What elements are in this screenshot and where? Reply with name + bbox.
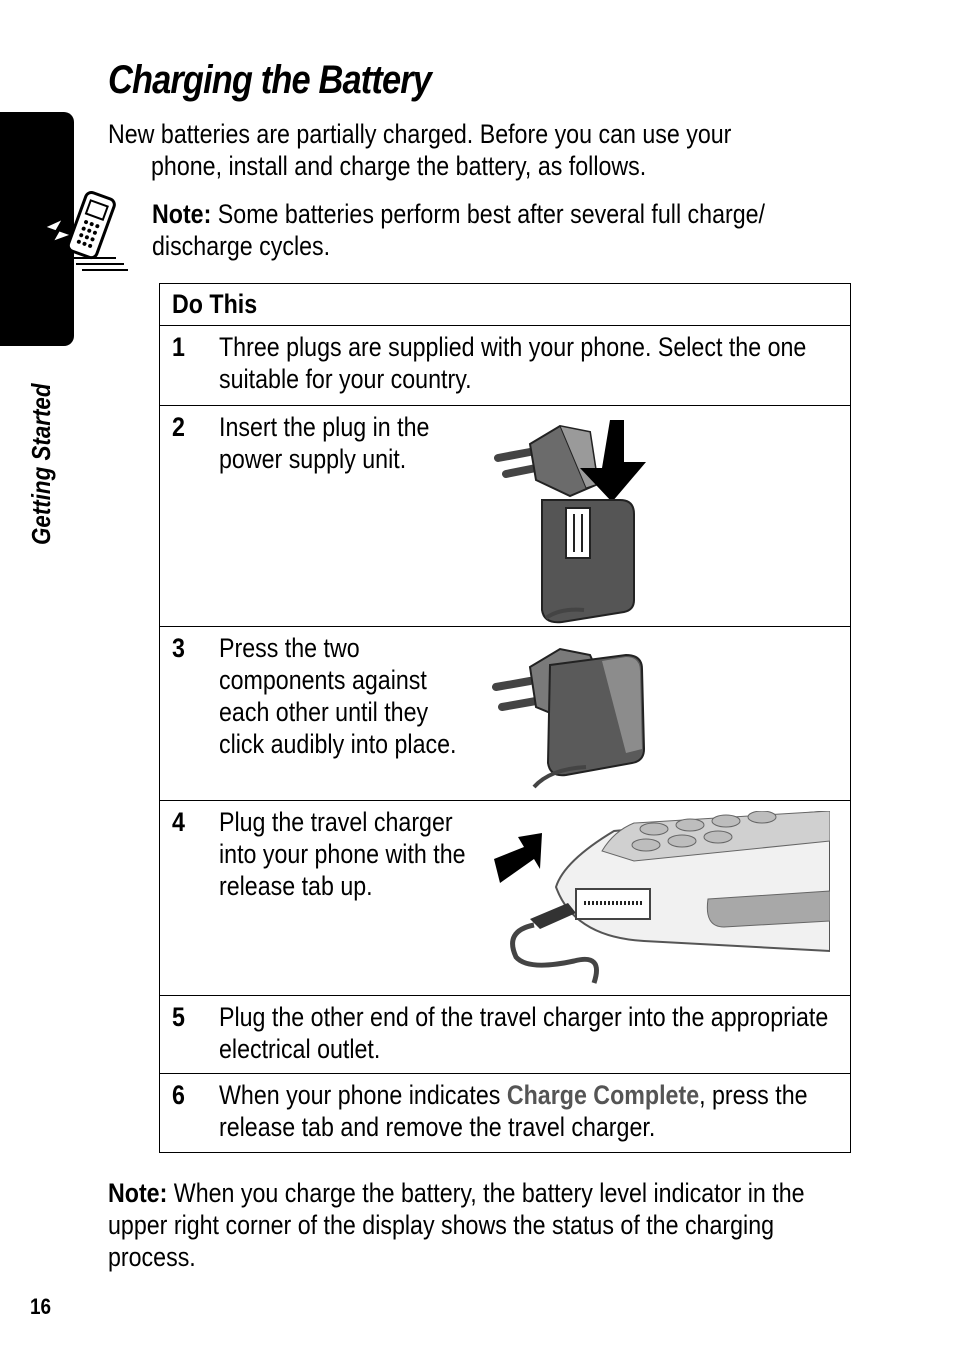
- steps-table: [159, 283, 851, 1153]
- table-row: [160, 995, 850, 1073]
- header-label: Do This: [172, 289, 258, 319]
- note-text: Some batteries perform best after several full charge/ discharge cycles.: [152, 199, 766, 261]
- note-text: When you charge the battery, the battery level indicator in the upper right corner of the display shows the status of the charging process.: [108, 1178, 805, 1272]
- note-cycles: [152, 198, 857, 262]
- step-number: 3: [172, 633, 185, 663]
- step-text: Plug the travel charger into your phone with the release tab up.: [219, 807, 466, 901]
- step-text-before: When your phone indicates: [219, 1080, 507, 1110]
- step-number: 5: [172, 1002, 185, 1032]
- phone-with-z-icon: [36, 186, 134, 278]
- table-row: [160, 800, 850, 995]
- step-number: 6: [172, 1080, 185, 1110]
- step-number: 1: [172, 332, 185, 362]
- table-row: [160, 626, 850, 800]
- plug-assembled-illustration: [490, 641, 650, 791]
- note-battery-indicator: [108, 1177, 856, 1273]
- note-label: Note:: [152, 199, 212, 229]
- step-text: Insert the plug in the power supply unit.: [219, 412, 430, 474]
- phone-charger-illustration: [494, 811, 830, 987]
- step-text: Three plugs are supplied with your phone. Select the one suitable for your country.: [219, 332, 807, 394]
- display-message: Charge Complete: [506, 1080, 700, 1110]
- note-label: Note:: [108, 1178, 168, 1208]
- step-number: 2: [172, 412, 185, 442]
- intro-line-1: New batteries are partially charged. Before you can use your: [108, 119, 732, 149]
- table-header: [160, 284, 850, 325]
- table-row: [160, 325, 850, 405]
- step-number: 4: [172, 807, 185, 837]
- section-label: Getting Started: [26, 383, 56, 545]
- step-text-after: , press the release tab and remove the travel charger.: [219, 1080, 808, 1142]
- step-text: Press the two components against each other until they click audibly into place.: [219, 633, 457, 759]
- table-row: [160, 405, 850, 626]
- plug-insert-illustration: [490, 414, 660, 624]
- page-number: 16: [30, 1294, 52, 1319]
- table-row: [160, 1073, 850, 1152]
- intro-line-2: phone, install and charge the battery, as follows.: [151, 151, 647, 181]
- page-title: Charging the Battery: [108, 58, 432, 102]
- intro-paragraph: [108, 118, 848, 182]
- step-text: Plug the other end of the travel charger into the appropriate electrical outlet.: [219, 1002, 829, 1064]
- step-text: [219, 1079, 838, 1143]
